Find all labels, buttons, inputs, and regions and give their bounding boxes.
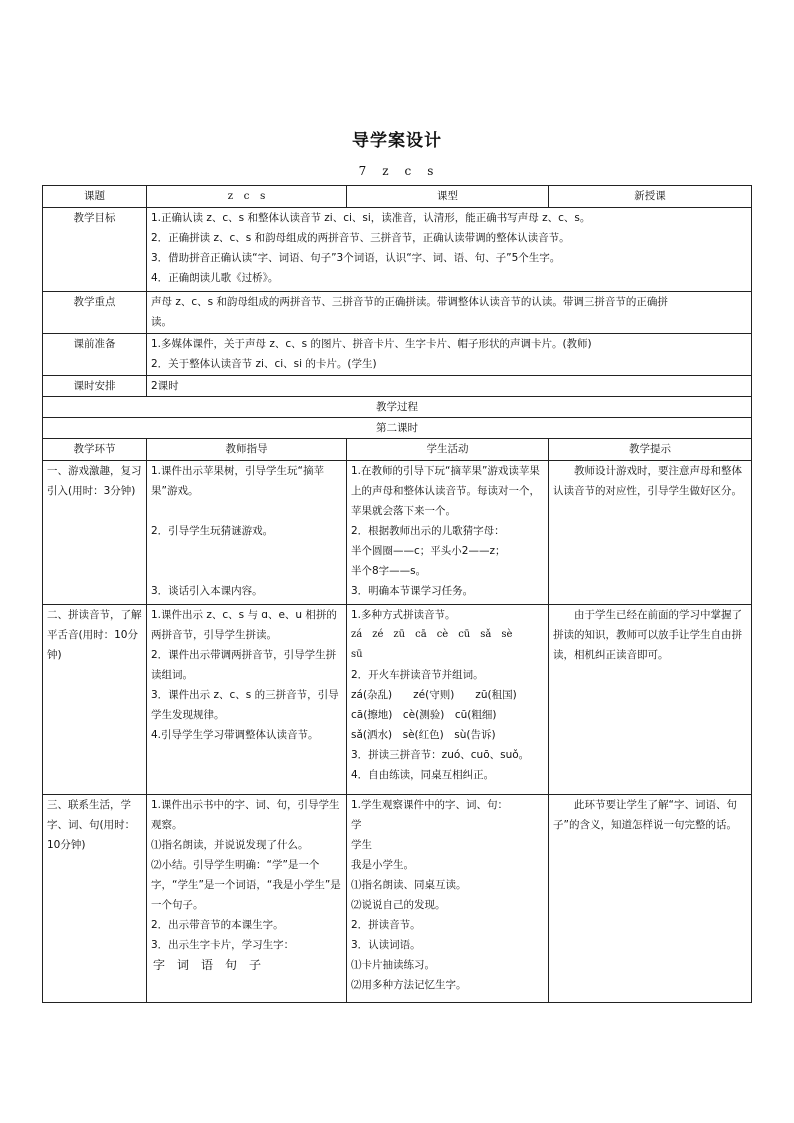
stage-cell: 三、联系生活，学字、词、句(用时：10分钟)	[43, 795, 147, 1003]
column-header: 教学提示	[549, 439, 752, 461]
student-line: sǎ(洒水) sè(红色) sù(告诉)	[351, 729, 496, 741]
student-line: 1.在教师的引导下玩“摘苹果”游戏读苹果上的声母和整体认读音节。每读对一个，苹果就会落下来一个。	[351, 465, 540, 517]
teacher-line: 1.课件出示 z、c、s 与 ɑ、e、u 相拼的两拼音节，引导学生拼读。	[151, 609, 337, 641]
student-line: 学	[351, 819, 362, 831]
topic-row	[43, 186, 752, 208]
period-title-row	[43, 418, 752, 439]
student-line: ⑵说说自己的发现。	[351, 899, 446, 911]
prep-label: 课前准备	[43, 334, 147, 376]
stage-cell: 一、游戏激趣，复习引入(用时：3分钟)	[43, 461, 147, 605]
student-line: ⑵用多种方法记忆生字。	[351, 979, 467, 991]
teacher-line	[151, 541, 342, 561]
teacher-cell	[147, 795, 347, 1003]
student-line: 2．开火车拼读音节并组词。	[351, 669, 484, 681]
student-cell	[347, 605, 549, 795]
hint-cell: 此环节要让学生了解“字、词语、句子”的含义，知道怎样说一句完整的话。	[549, 795, 752, 1003]
student-line: 2．拼读音节。	[351, 919, 421, 931]
student-line: 1.学生观察课件中的字、词、句：	[351, 799, 509, 811]
hint-cell: 教师设计游戏时，要注意声母和整体认读音节的对应性，引导学生做好区分。	[549, 461, 752, 605]
student-line: 半个圆圈——c；平头小2——z；	[351, 545, 506, 557]
table-row	[43, 795, 752, 1003]
prep-item: 2．关于整体认读音节 zi、ci、si 的卡片。(学生)	[151, 358, 377, 370]
key-label: 教学重点	[43, 292, 147, 334]
teacher-line: 2．课件出示带调两拼音节，引导学生拼读组词。	[151, 649, 337, 681]
goal-item: 3．借助拼音正确认读“字、词语、句子”3个词语，认识“字、词、语、句、子”5个生字。	[151, 252, 561, 264]
goal-item: 2．正确拼读 z、c、s 和韵母组成的两拼音节、三拼音节，正确认读带调的整体认读音节。	[151, 232, 570, 244]
period-title: 第二课时	[43, 418, 752, 439]
hours-label: 课时安排	[43, 376, 147, 397]
student-line: 学生	[351, 839, 372, 851]
teacher-line: 4.引导学生学习带调整体认读音节。	[151, 729, 319, 741]
teacher-line: 3．谈话引入本课内容。	[151, 585, 263, 597]
teacher-line: 2．引导学生玩猜谜游戏。	[151, 525, 274, 537]
teacher-line: 3．课件出示 z、c、s 的三拼音节，引导学生发现规律。	[151, 689, 339, 721]
teacher-line: ⑵小结。引导学生明确：“学”是一个字，“学生”是一个词语，“我是小学生”是一个句子。	[151, 859, 341, 911]
goals-cell	[147, 208, 752, 292]
teacher-line	[151, 561, 342, 581]
table-row	[43, 605, 752, 795]
teacher-line: 1.课件出示苹果树，引导学生玩“摘苹果”游戏。	[151, 465, 324, 497]
student-line: 2．根据教师出示的儿歌猜字母：	[351, 525, 505, 537]
column-header: 教学环节	[43, 439, 147, 461]
teacher-line: 3．出示生字卡片，学习生字：	[151, 939, 295, 951]
key-row	[43, 292, 752, 334]
student-line: 3．拼读三拼音节：zuó、cuō、suǒ。	[351, 749, 530, 761]
student-line: sū	[351, 649, 363, 660]
student-cell	[347, 795, 549, 1003]
student-line: 1.多种方式拼读音节。	[351, 609, 456, 621]
column-header: 学生活动	[347, 439, 549, 461]
student-cell	[347, 461, 549, 605]
topic-value: z c s	[147, 186, 347, 208]
hint-cell: 由于学生已经在前面的学习中掌握了拼读的知识，教师可以放手让学生自由拼读，相机纠正读音即可。	[549, 605, 752, 795]
prep-cell	[147, 334, 752, 376]
lesson-plan-table	[42, 185, 752, 1003]
process-title-row	[43, 397, 752, 418]
teacher-line	[151, 501, 342, 521]
key-line: 声母 z、c、s 和韵母组成的两拼音节、三拼音节的正确拼读。带调整体认读音节的认读。带调三拼音节的正确拼	[151, 296, 668, 308]
prep-item: 1.多媒体课件，关于声母 z、c、s 的图片、拼音卡片、生字卡片、帽子形状的声调卡片。(教师)	[151, 338, 592, 350]
column-header-row	[43, 439, 752, 461]
student-line: cā(擦地) cè(测验) cū(粗细)	[351, 709, 497, 721]
student-line: zá zé zū cā cè cū sǎ sè	[351, 629, 513, 640]
teacher-line: ⑴指名朗读，并说说发现了什么。	[151, 839, 309, 851]
student-line: 3．认读词语。	[351, 939, 421, 951]
teacher-cell	[147, 605, 347, 795]
table-row	[43, 461, 752, 605]
hours-value: 2课时	[147, 376, 752, 397]
teacher-line: 1.课件出示书中的字、词、句，引导学生观察。	[151, 799, 340, 831]
teacher-line: 字 词 语 句 子	[153, 958, 262, 972]
student-line: 4．自由练读，同桌互相纠正。	[351, 769, 495, 781]
type-value: 新授课	[549, 186, 752, 208]
page-title: 导学案设计	[352, 131, 442, 151]
stage-cell: 二、拼读音节，了解平舌音(用时：10分钟)	[43, 605, 147, 795]
topic-label: 课题	[43, 186, 147, 208]
goal-item: 4．正确朗读儿歌《过桥》。	[151, 272, 279, 284]
type-label: 课型	[347, 186, 549, 208]
student-line: 半个8字——s。	[351, 565, 427, 577]
goals-label: 教学目标	[43, 208, 147, 292]
goal-item: 1.正确认读 z、c、s 和整体认读音节 zi、ci、si，读准音，认清形，能正确书写声母 z、c、s。	[151, 212, 591, 224]
student-line: 3．明确本节课学习任务。	[351, 585, 474, 597]
student-line: ⑴指名朗读、同桌互读。	[351, 879, 467, 891]
student-line: zá(杂乱) zé(守则) zū(租国)	[351, 689, 517, 701]
lesson-heading: 7 z c s	[358, 164, 436, 178]
goals-row	[43, 208, 752, 292]
process-title: 教学过程	[43, 397, 752, 418]
column-header: 教师指导	[147, 439, 347, 461]
student-line: ⑴卡片抽读练习。	[351, 959, 435, 971]
prep-row	[43, 334, 752, 376]
student-line: 我是小学生。	[351, 859, 414, 871]
key-line: 读。	[151, 316, 172, 328]
hours-row	[43, 376, 752, 397]
teacher-cell	[147, 461, 347, 605]
teacher-line: 2．出示带音节的本课生字。	[151, 919, 284, 931]
key-cell	[147, 292, 752, 334]
